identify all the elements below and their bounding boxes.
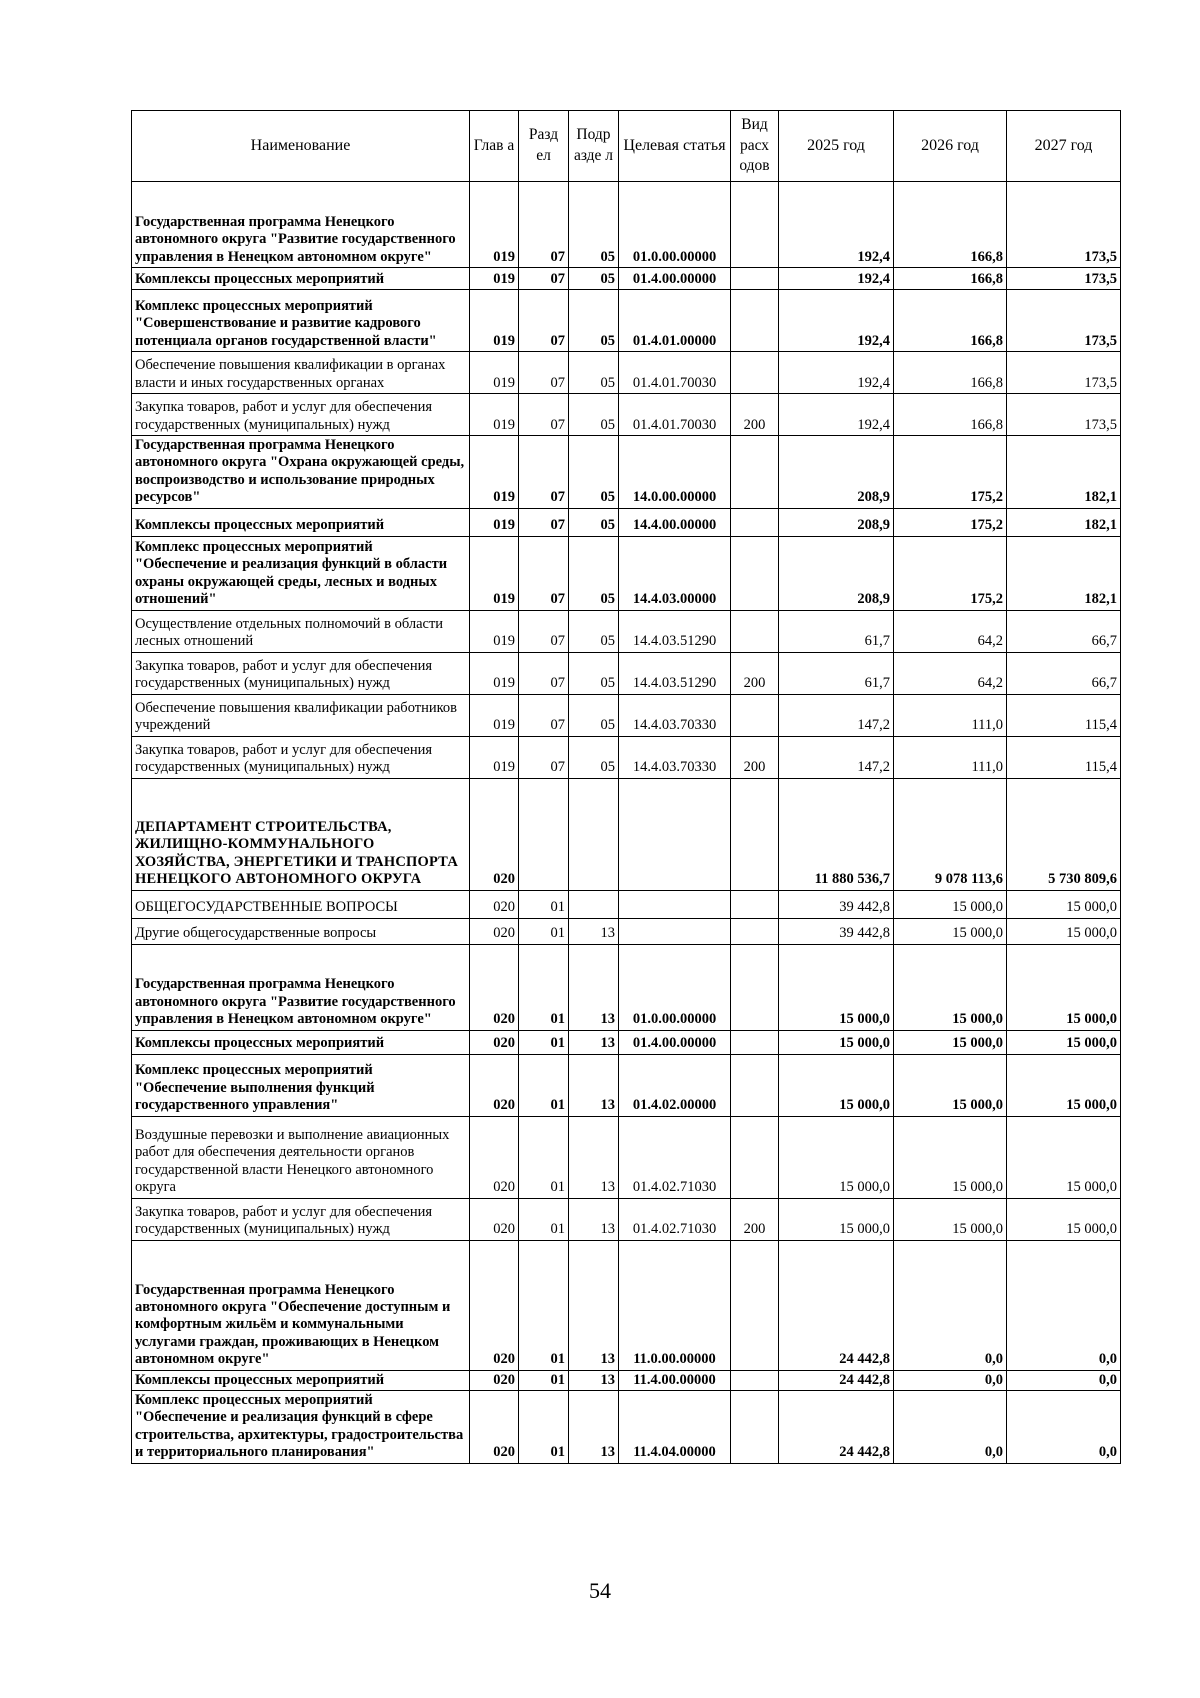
cell-vid — [731, 890, 779, 918]
cell-y2025: 11 880 536,7 — [779, 778, 894, 890]
cell-y2026: 15 000,0 — [894, 944, 1007, 1030]
cell-tselevaya: 11.0.00.00000 — [619, 1240, 731, 1370]
cell-glava: 019 — [470, 436, 519, 509]
cell-podrazdel: 05 — [569, 352, 619, 394]
cell-y2026: 175,2 — [894, 536, 1007, 610]
cell-tselevaya: 14.4.00.00000 — [619, 508, 731, 536]
cell-vid — [731, 1370, 779, 1390]
cell-podrazdel: 13 — [569, 1240, 619, 1370]
cell-y2025: 147,2 — [779, 736, 894, 778]
table-row — [132, 1390, 1121, 1463]
row-name: Другие общегосударственные вопросы — [132, 918, 470, 944]
cell-glava: 019 — [470, 290, 519, 352]
cell-glava: 019 — [470, 610, 519, 652]
cell-vid: 200 — [731, 394, 779, 436]
cell-y2025: 15 000,0 — [779, 1030, 894, 1054]
cell-vid: 200 — [731, 1198, 779, 1240]
cell-vid — [731, 182, 779, 268]
cell-glava: 020 — [470, 1240, 519, 1370]
row-name: ОБЩЕГОСУДАРСТВЕННЫЕ ВОПРОСЫ — [132, 890, 470, 918]
cell-y2025: 15 000,0 — [779, 1116, 894, 1198]
cell-podrazdel: 13 — [569, 1390, 619, 1463]
cell-vid — [731, 778, 779, 890]
cell-podrazdel: 05 — [569, 536, 619, 610]
cell-razdel: 07 — [519, 290, 569, 352]
cell-y2026: 64,2 — [894, 652, 1007, 694]
cell-vid — [731, 918, 779, 944]
cell-y2027: 182,1 — [1007, 436, 1121, 509]
cell-razdel: 07 — [519, 736, 569, 778]
cell-y2027: 66,7 — [1007, 610, 1121, 652]
cell-vid — [731, 1390, 779, 1463]
cell-tselevaya: 01.4.01.70030 — [619, 394, 731, 436]
row-name: Осуществление отдельных полномочий в области лесных отношений — [132, 610, 470, 652]
cell-tselevaya: 14.4.03.51290 — [619, 610, 731, 652]
table-row — [132, 508, 1121, 536]
table-row — [132, 290, 1121, 352]
header-2027: 2027 год — [1007, 111, 1121, 182]
row-name: Комплекс процессных мероприятий "Совершенствование и развитие кадрового потенциала органов государственной власти" — [132, 290, 470, 352]
row-name: Государственная программа Ненецкого автономного округа "Развитие государственного управления в Ненецком автономном округе" — [132, 182, 470, 268]
header-glava: Глав а — [470, 111, 519, 182]
cell-y2027: 0,0 — [1007, 1390, 1121, 1463]
header-2026: 2026 год — [894, 111, 1007, 182]
cell-razdel: 07 — [519, 536, 569, 610]
table-row — [132, 1116, 1121, 1198]
table-row — [132, 694, 1121, 736]
cell-glava: 020 — [470, 890, 519, 918]
row-name: Воздушные перевозки и выполнение авиационных работ для обеспечения деятельности органов государственной власти Ненецкого автономного округа — [132, 1116, 470, 1198]
cell-y2026: 9 078 113,6 — [894, 778, 1007, 890]
cell-y2025: 15 000,0 — [779, 1198, 894, 1240]
cell-y2026: 15 000,0 — [894, 1030, 1007, 1054]
cell-y2025: 61,7 — [779, 652, 894, 694]
cell-y2025: 192,4 — [779, 352, 894, 394]
table-row — [132, 778, 1121, 890]
cell-y2026: 175,2 — [894, 436, 1007, 509]
cell-y2026: 15 000,0 — [894, 890, 1007, 918]
cell-vid — [731, 436, 779, 509]
cell-podrazdel: 05 — [569, 394, 619, 436]
row-name: Закупка товаров, работ и услуг для обеспечения государственных (муниципальных) нужд — [132, 1198, 470, 1240]
cell-podrazdel: 05 — [569, 268, 619, 290]
cell-razdel: 07 — [519, 508, 569, 536]
cell-glava: 020 — [470, 1030, 519, 1054]
row-name: Комплекс процессных мероприятий "Обеспечение и реализация функций в области охраны окружающей среды, лесных и водных отношений" — [132, 536, 470, 610]
page-number: 54 — [589, 1578, 611, 1603]
header-razdel: Разд ел — [519, 111, 569, 182]
row-name: Комплекс процессных мероприятий "Обеспечение выполнения функций государственного управления" — [132, 1054, 470, 1116]
cell-razdel: 01 — [519, 1390, 569, 1463]
table-row — [132, 1030, 1121, 1054]
cell-tselevaya: 01.4.02.71030 — [619, 1198, 731, 1240]
cell-razdel: 07 — [519, 610, 569, 652]
table-row — [132, 610, 1121, 652]
cell-razdel: 01 — [519, 1370, 569, 1390]
table-row — [132, 536, 1121, 610]
header-vid: Вид расх одов — [731, 111, 779, 182]
cell-y2027: 182,1 — [1007, 536, 1121, 610]
cell-podrazdel: 05 — [569, 652, 619, 694]
cell-razdel: 01 — [519, 918, 569, 944]
row-name: Закупка товаров, работ и услуг для обеспечения государственных (муниципальных) нужд — [132, 652, 470, 694]
cell-glava: 019 — [470, 736, 519, 778]
cell-y2025: 15 000,0 — [779, 1054, 894, 1116]
cell-y2026: 0,0 — [894, 1370, 1007, 1390]
cell-y2027: 15 000,0 — [1007, 918, 1121, 944]
cell-vid: 200 — [731, 736, 779, 778]
budget-table — [131, 110, 1121, 1464]
cell-tselevaya — [619, 778, 731, 890]
cell-vid — [731, 290, 779, 352]
cell-podrazdel: 05 — [569, 694, 619, 736]
cell-y2027: 15 000,0 — [1007, 890, 1121, 918]
cell-y2026: 166,8 — [894, 290, 1007, 352]
cell-y2025: 208,9 — [779, 508, 894, 536]
cell-tselevaya: 14.4.03.70330 — [619, 736, 731, 778]
cell-y2025: 192,4 — [779, 394, 894, 436]
cell-y2027: 15 000,0 — [1007, 1116, 1121, 1198]
cell-vid — [731, 1030, 779, 1054]
cell-vid — [731, 536, 779, 610]
cell-y2027: 15 000,0 — [1007, 1030, 1121, 1054]
cell-razdel: 07 — [519, 652, 569, 694]
cell-glava: 019 — [470, 268, 519, 290]
cell-vid — [731, 1054, 779, 1116]
cell-tselevaya: 01.4.02.00000 — [619, 1054, 731, 1116]
cell-vid — [731, 694, 779, 736]
cell-y2026: 15 000,0 — [894, 1116, 1007, 1198]
cell-y2025: 208,9 — [779, 536, 894, 610]
cell-y2027: 0,0 — [1007, 1240, 1121, 1370]
cell-y2026: 15 000,0 — [894, 1198, 1007, 1240]
cell-podrazdel: 05 — [569, 610, 619, 652]
table-row — [132, 268, 1121, 290]
cell-razdel: 07 — [519, 352, 569, 394]
cell-y2025: 147,2 — [779, 694, 894, 736]
cell-tselevaya: 01.4.02.71030 — [619, 1116, 731, 1198]
row-name: Государственная программа Ненецкого автономного округа "Развитие государственного управления в Ненецком автономном округе" — [132, 944, 470, 1030]
cell-y2027: 173,5 — [1007, 352, 1121, 394]
cell-y2026: 166,8 — [894, 268, 1007, 290]
cell-podrazdel: 05 — [569, 436, 619, 509]
cell-vid — [731, 352, 779, 394]
row-name: Комплексы процессных мероприятий — [132, 1030, 470, 1054]
cell-glava: 020 — [470, 1198, 519, 1240]
cell-tselevaya: 11.4.04.00000 — [619, 1390, 731, 1463]
cell-y2026: 166,8 — [894, 182, 1007, 268]
cell-y2025: 15 000,0 — [779, 944, 894, 1030]
cell-y2027: 115,4 — [1007, 694, 1121, 736]
cell-glava: 020 — [470, 778, 519, 890]
cell-glava: 020 — [470, 918, 519, 944]
cell-y2025: 192,4 — [779, 290, 894, 352]
cell-glava: 019 — [470, 352, 519, 394]
cell-razdel: 01 — [519, 890, 569, 918]
cell-podrazdel: 13 — [569, 1030, 619, 1054]
cell-y2025: 192,4 — [779, 268, 894, 290]
cell-tselevaya: 01.0.00.00000 — [619, 182, 731, 268]
cell-y2027: 173,5 — [1007, 268, 1121, 290]
cell-razdel: 01 — [519, 1198, 569, 1240]
cell-podrazdel: 13 — [569, 918, 619, 944]
cell-tselevaya: 14.4.03.70330 — [619, 694, 731, 736]
cell-podrazdel: 13 — [569, 1116, 619, 1198]
header-tselevaya: Целевая статья — [619, 111, 731, 182]
table-row — [132, 1054, 1121, 1116]
header-2025: 2025 год — [779, 111, 894, 182]
row-name: Государственная программа Ненецкого автономного округа "Обеспечение доступным и комфортным жильём и коммунальными услугами граждан, проживающих в Ненецком автономном округе" — [132, 1240, 470, 1370]
cell-y2027: 5 730 809,6 — [1007, 778, 1121, 890]
cell-razdel: 01 — [519, 1054, 569, 1116]
cell-y2025: 24 442,8 — [779, 1370, 894, 1390]
cell-vid — [731, 268, 779, 290]
cell-podrazdel: 13 — [569, 1198, 619, 1240]
cell-tselevaya: 01.4.00.00000 — [619, 268, 731, 290]
cell-vid: 200 — [731, 652, 779, 694]
cell-glava: 019 — [470, 694, 519, 736]
cell-y2026: 166,8 — [894, 352, 1007, 394]
cell-vid — [731, 508, 779, 536]
cell-vid — [731, 1240, 779, 1370]
header-podrazdel: Подр азде л — [569, 111, 619, 182]
cell-podrazdel: 13 — [569, 1054, 619, 1116]
cell-y2026: 0,0 — [894, 1390, 1007, 1463]
table-row — [132, 1370, 1121, 1390]
cell-tselevaya — [619, 890, 731, 918]
cell-podrazdel: 05 — [569, 182, 619, 268]
cell-glava: 020 — [470, 1390, 519, 1463]
cell-podrazdel — [569, 778, 619, 890]
row-name: Комплексы процессных мероприятий — [132, 508, 470, 536]
cell-glava: 019 — [470, 508, 519, 536]
cell-y2025: 61,7 — [779, 610, 894, 652]
cell-tselevaya: 11.4.00.00000 — [619, 1370, 731, 1390]
cell-y2027: 15 000,0 — [1007, 1198, 1121, 1240]
row-name: Закупка товаров, работ и услуг для обеспечения государственных (муниципальных) нужд — [132, 736, 470, 778]
cell-razdel: 01 — [519, 944, 569, 1030]
header-name: Наименование — [132, 111, 470, 182]
cell-y2025: 208,9 — [779, 436, 894, 509]
cell-y2027: 173,5 — [1007, 290, 1121, 352]
cell-razdel: 07 — [519, 268, 569, 290]
cell-glava: 020 — [470, 1054, 519, 1116]
cell-glava: 019 — [470, 652, 519, 694]
table-row — [132, 944, 1121, 1030]
table-row — [132, 918, 1121, 944]
cell-razdel: 07 — [519, 436, 569, 509]
cell-y2027: 182,1 — [1007, 508, 1121, 536]
table-row — [132, 1198, 1121, 1240]
table-row — [132, 1240, 1121, 1370]
cell-tselevaya: 14.4.03.51290 — [619, 652, 731, 694]
cell-glava: 019 — [470, 182, 519, 268]
cell-y2027: 0,0 — [1007, 1370, 1121, 1390]
cell-y2025: 192,4 — [779, 182, 894, 268]
cell-glava: 020 — [470, 1116, 519, 1198]
row-name: Обеспечение повышения квалификации в органах власти и иных государственных органах — [132, 352, 470, 394]
cell-y2027: 15 000,0 — [1007, 944, 1121, 1030]
row-name: Комплекс процессных мероприятий "Обеспечение и реализация функций в сфере строительства, архитектуры, градостроительства и территориального планирования" — [132, 1390, 470, 1463]
table-row — [132, 394, 1121, 436]
table-row — [132, 436, 1121, 509]
cell-y2026: 15 000,0 — [894, 1054, 1007, 1116]
cell-y2025: 39 442,8 — [779, 918, 894, 944]
cell-glava: 019 — [470, 536, 519, 610]
cell-podrazdel: 13 — [569, 1370, 619, 1390]
cell-tselevaya: 01.4.00.00000 — [619, 1030, 731, 1054]
row-name: Комплексы процессных мероприятий — [132, 268, 470, 290]
header-row — [132, 111, 1121, 182]
cell-razdel: 07 — [519, 394, 569, 436]
cell-y2027: 115,4 — [1007, 736, 1121, 778]
cell-tselevaya: 14.4.03.00000 — [619, 536, 731, 610]
row-name: Государственная программа Ненецкого автономного округа "Охрана окружающей среды, воспроизводство и использование природных ресурсов" — [132, 436, 470, 509]
cell-y2027: 66,7 — [1007, 652, 1121, 694]
row-name: ДЕПАРТАМЕНТ СТРОИТЕЛЬСТВА, ЖИЛИЩНО-КОММУНАЛЬНОГО ХОЗЯЙСТВА, ЭНЕРГЕТИКИ И ТРАНСПОРТА НЕНЕЦКОГО АВТОНОМНОГО ОКРУГА — [132, 778, 470, 890]
cell-y2027: 173,5 — [1007, 182, 1121, 268]
cell-y2027: 173,5 — [1007, 394, 1121, 436]
cell-tselevaya: 01.0.00.00000 — [619, 944, 731, 1030]
table-row — [132, 652, 1121, 694]
cell-razdel: 07 — [519, 694, 569, 736]
cell-podrazdel: 13 — [569, 944, 619, 1030]
table-row — [132, 736, 1121, 778]
cell-vid — [731, 1116, 779, 1198]
cell-razdel: 07 — [519, 182, 569, 268]
cell-glava: 019 — [470, 394, 519, 436]
cell-vid — [731, 944, 779, 1030]
cell-tselevaya: 01.4.01.70030 — [619, 352, 731, 394]
cell-y2026: 15 000,0 — [894, 918, 1007, 944]
cell-y2025: 24 442,8 — [779, 1240, 894, 1370]
cell-y2026: 0,0 — [894, 1240, 1007, 1370]
cell-podrazdel: 05 — [569, 508, 619, 536]
cell-y2025: 24 442,8 — [779, 1390, 894, 1463]
cell-y2027: 15 000,0 — [1007, 1054, 1121, 1116]
cell-podrazdel: 05 — [569, 736, 619, 778]
cell-razdel: 01 — [519, 1240, 569, 1370]
row-name: Комплексы процессных мероприятий — [132, 1370, 470, 1390]
cell-vid — [731, 610, 779, 652]
cell-tselevaya: 14.0.00.00000 — [619, 436, 731, 509]
cell-glava: 020 — [470, 944, 519, 1030]
cell-y2026: 64,2 — [894, 610, 1007, 652]
cell-tselevaya — [619, 918, 731, 944]
table-row — [132, 182, 1121, 268]
cell-razdel — [519, 778, 569, 890]
cell-podrazdel — [569, 890, 619, 918]
cell-tselevaya: 01.4.01.00000 — [619, 290, 731, 352]
cell-razdel: 01 — [519, 1030, 569, 1054]
cell-glava: 020 — [470, 1370, 519, 1390]
cell-y2026: 166,8 — [894, 394, 1007, 436]
table-row — [132, 352, 1121, 394]
cell-podrazdel: 05 — [569, 290, 619, 352]
cell-y2026: 111,0 — [894, 736, 1007, 778]
row-name: Закупка товаров, работ и услуг для обеспечения государственных (муниципальных) нужд — [132, 394, 470, 436]
cell-y2026: 175,2 — [894, 508, 1007, 536]
cell-y2025: 39 442,8 — [779, 890, 894, 918]
cell-y2026: 111,0 — [894, 694, 1007, 736]
cell-razdel: 01 — [519, 1116, 569, 1198]
row-name: Обеспечение повышения квалификации работников учреждений — [132, 694, 470, 736]
table-row — [132, 890, 1121, 918]
